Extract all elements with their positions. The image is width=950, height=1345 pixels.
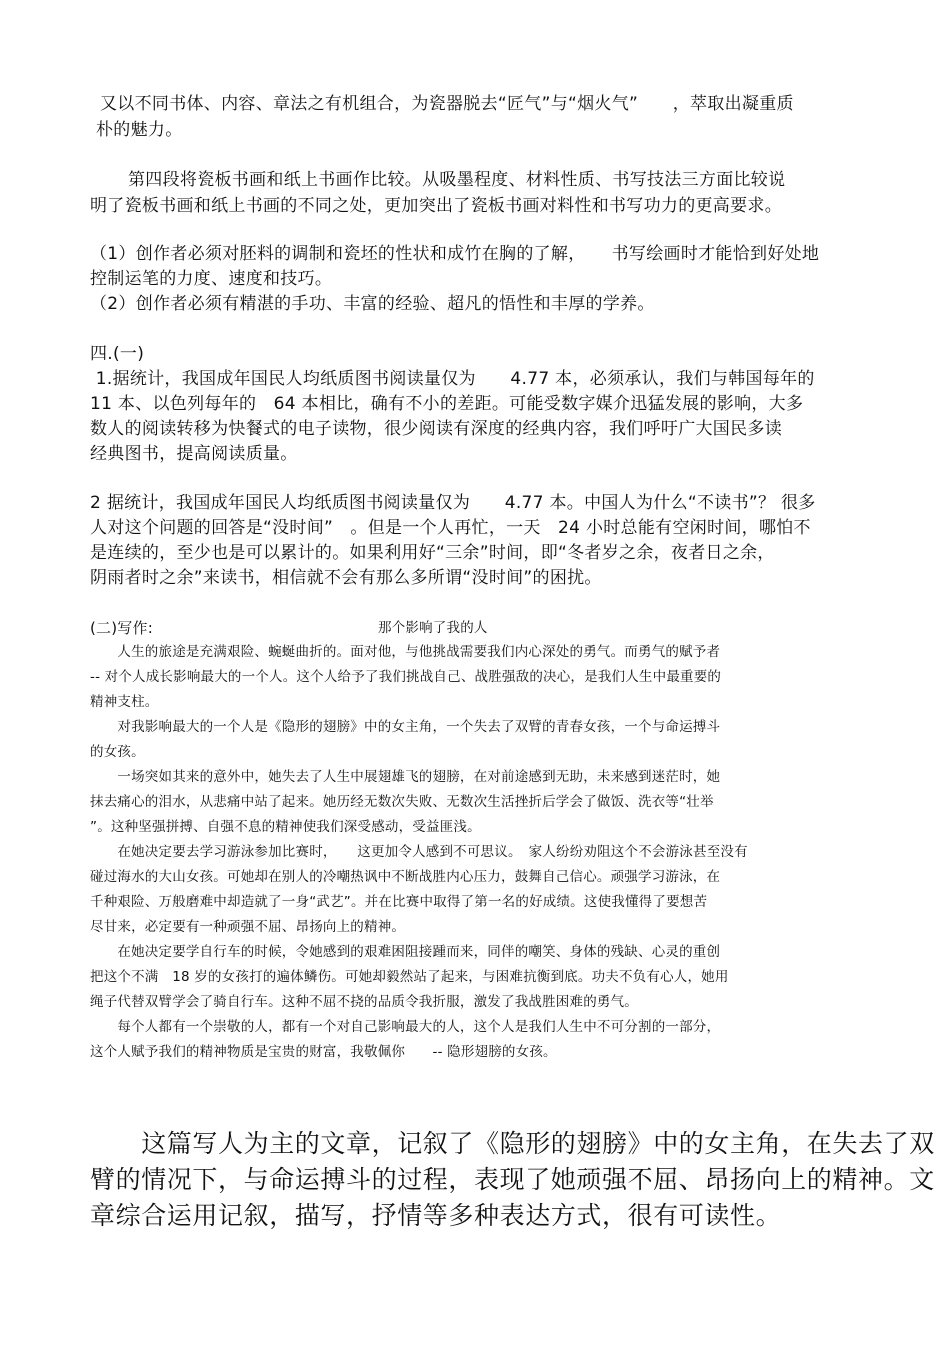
essay-line: 对我影响最大的一个人是《隐形的翅膀》中的女主角，一个失去了双臂的青春女孩，一个与命运搏斗 (90, 719, 721, 735)
essay-line: 一场突如其来的意外中，她失去了人生中展翅雄飞的翅膀，在对前途感到无助，未来感到迷茫时，她 (90, 769, 721, 785)
essay-line: ”。这种坚强拼搏、自强不息的精神使我们深受感动，受益匪浅。 (90, 819, 481, 835)
essay-line: 绳子代替双臂学会了骑自行车。这种不屈不挠的品质令我折服，激发了我战胜困难的勇气。 (90, 994, 638, 1010)
para4-line-2: 明了瓷板书画和纸上书画的不同之处，更加突出了瓷板书画对料性和书写功力的更高要求。 (90, 196, 782, 216)
item-2-line-1: 2 据统计，我国成年国民人均纸质图书阅读量仅为 4.77 本。中国人为什么“不读书”？ 很多 (90, 493, 816, 513)
essay-line: 每个人都有一个崇敬的人，都有一个对自己影响最大的人，这个人是我们人生中不可分割的一部分， (90, 1019, 721, 1035)
essay-line: 精神支柱。 (90, 694, 159, 710)
essay-title: 那个影响了我的人 (378, 620, 488, 636)
prev-para-line-1: 又以不同书体、内容、章法之有机组合，为瓷器脱去“匠气”与“烟火气” ，萃取出凝重质 (100, 94, 794, 114)
essay-line: 把这个不满 18 岁的女孩打的遍体鳞伤。可她却毅然站了起来，与困难抗衡到底。功夫不负有心人，她用 (90, 969, 729, 985)
prev-para-line-2: 朴的魅力。 (96, 120, 183, 140)
section-4-heading: 四.(一) (90, 344, 145, 364)
essay-line: 碰过海水的大山女孩。可她却在别人的冷嘲热讽中不断战胜内心压力，鼓舞自己信心。顽强学习游泳，在 (90, 869, 721, 885)
point-1-line-2: 控制运笔的力度、速度和技巧。 (90, 269, 333, 289)
essay-line: 人生的旅途是充满艰险、蜿蜒曲折的。面对他，与他挑战需要我们内心深处的勇气。而勇气的赋予者 (90, 644, 721, 660)
item-1-line-4: 经典图书，提高阅读质量。 (90, 444, 298, 464)
item-2-line-2: 人对这个问题的回答是“没时间” 。但是一个人再忙，一天 24 小时总能有空闲时间，哪怕不 (90, 518, 811, 538)
essay-line: 这个人赋予我们的精神物质是宝贵的财富，我敬佩你 -- 隐形翅膀的女孩。 (90, 1044, 557, 1060)
item-1-line-1: 1.据统计，我国成年国民人均纸质图书阅读量仅为 4.77 本，必须承认，我们与韩国每年的 (90, 369, 815, 389)
essay-line: 在她决定要学自行车的时候，令她感到的艰难困阻接踵而来，同伴的嘲笑、身体的残缺、心灵的重创 (90, 944, 721, 960)
point-2-line-1: （2）创作者必须有精湛的手功、丰富的经验、超凡的悟性和丰厚的学养。 (90, 294, 655, 314)
essay-line: 尽甘来，必定要有一种顽强不屈、昂扬向上的精神。 (90, 919, 406, 935)
essay-line: -- 对个人成长影响最大的一个人。这个人给予了我们挑战自己、战胜强敌的决心，是我们人生中最重要的 (90, 669, 722, 685)
comment-line-1: 这篇写人为主的文章，记叙了《隐形的翅膀》中的女主角，在失去了双 (90, 1129, 935, 1158)
essay-line: 在她决定要去学习游泳参加比赛时， 这更加令人感到不可思议。 家人纷纷劝阻这个不会游泳甚至没有 (90, 844, 748, 860)
item-1-line-2: 11 本、以色列每年的 64 本相比，确有不小的差距。可能受数字媒介迅猛发展的影响，大多 (90, 394, 804, 414)
para4-line-1: 第四段将瓷板书画和纸上书画作比较。从吸墨程度、材料性质、书写技法三方面比较说 (128, 170, 786, 190)
item-1-line-3: 数人的阅读转移为快餐式的电子读物，很少阅读有深度的经典内容，我们呼吁广大国民多读 (90, 419, 782, 439)
comment-line-3: 章综合运用记叙，描写，抒情等多种表达方式，很有可读性。 (90, 1201, 782, 1230)
essay-line: 抹去痛心的泪水，从悲痛中站了起来。她历经无数次失败、无数次生活挫折后学会了做饭、洗衣等“壮举 (90, 794, 714, 810)
essay-line: 的女孩。 (90, 744, 145, 760)
item-2-line-3: 是连续的，至少也是可以累计的。如果利用好“三余”时间，即“冬者岁之余，夜者日之余， (90, 543, 775, 563)
comment-line-2: 臂的情况下，与命运搏斗的过程，表现了她顽强不屈、昂扬向上的精神。文 (90, 1165, 935, 1194)
essay-line: 千种艰险、万般磨难中却造就了一身“武艺”。并在比赛中取得了第一名的好成绩。这使我懂得了要想苦 (90, 894, 708, 910)
writing-label: (二)写作: (90, 619, 153, 637)
item-2-line-4: 阴雨者时之余”来读书，相信就不会有那么多所谓“没时间”的困扰。 (90, 568, 602, 588)
point-1-line-1: （1）创作者必须对胚料的调制和瓷坯的性状和成竹在胸的了解， 书写绘画时才能恰到好处地 (90, 244, 820, 264)
